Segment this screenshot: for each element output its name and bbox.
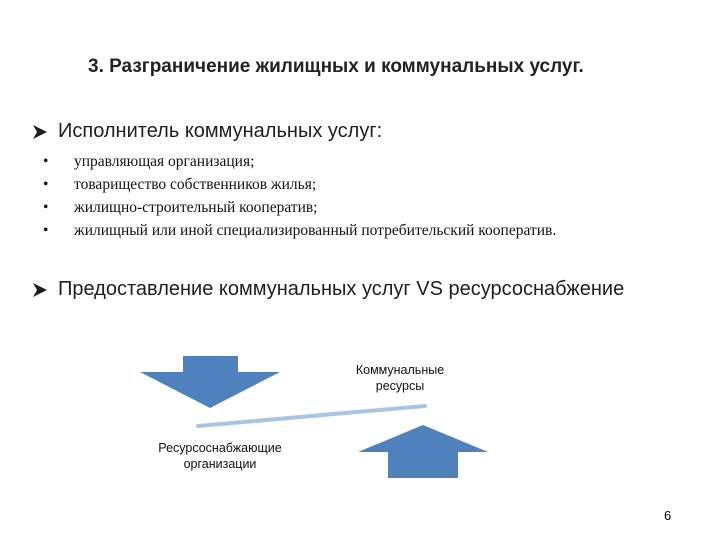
slide-title: 3. Разграничение жилищных и коммунальных услуг. (88, 56, 584, 77)
list-item-text: управляющая организация; (74, 153, 255, 170)
section-heading-vs (32, 278, 624, 301)
list-item (38, 219, 556, 242)
section-heading-executor (32, 120, 382, 143)
section-heading-text: Предоставление коммунальных услуг VS ресурсоснабжение (58, 278, 625, 300)
arrow-bullet-icon (32, 124, 48, 140)
bullet-icon: • (43, 222, 49, 239)
executor-list (38, 150, 556, 242)
list-item-text: товарищество собственников жилья; (74, 176, 317, 193)
divider-line (198, 406, 425, 426)
arrow-bullet-icon (32, 282, 48, 298)
down-arrow-shape (140, 356, 280, 408)
list-item (38, 173, 556, 196)
bullet-icon: • (43, 153, 49, 170)
list-item-text: жилищно-строительный кооператив; (74, 199, 318, 216)
bullet-icon: • (43, 176, 49, 193)
label-communal-resources: Коммунальные ресурсы (355, 363, 445, 393)
page-number: 6 (664, 508, 672, 523)
list-item (38, 150, 556, 173)
bullet-icon: • (43, 199, 49, 216)
list-item (38, 196, 556, 219)
label-supply-organizations: Ресурсоснабжающие организации (158, 441, 282, 471)
list-item-text: жилищный или иной специализированный потребительский кооператив. (74, 222, 557, 239)
section-heading-text: Исполнитель коммунальных услуг: (58, 120, 383, 142)
up-arrow-shape (358, 425, 488, 478)
